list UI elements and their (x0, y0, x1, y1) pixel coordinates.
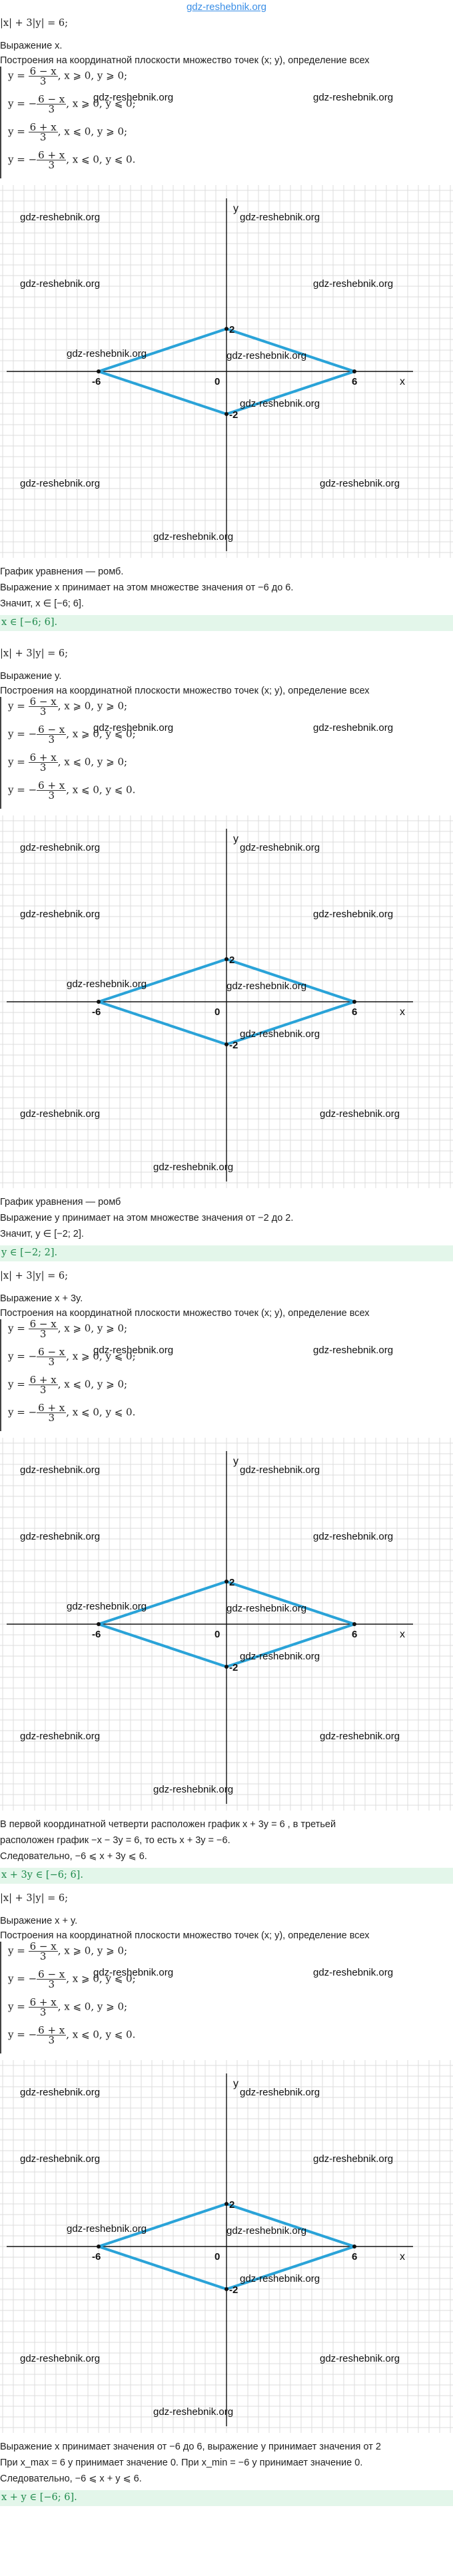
watermark: gdz-reshebnik.org (313, 278, 394, 290)
explanation-line: Значит, x ∈ [−6; 6]. (0, 598, 84, 609)
row-lhs: y = − (8, 1972, 37, 1985)
x-axis-label: x (400, 1006, 405, 1018)
x-axis-label: x (400, 1629, 405, 1640)
x-axis-label: x (400, 376, 405, 387)
denominator: 3 (48, 2034, 55, 2046)
graph-svg (0, 1438, 453, 1811)
denominator: 3 (48, 1356, 55, 1368)
tick-label: 6 (352, 1629, 358, 1640)
row-condition: , x ⩽ 0, y ⩾ 0; (57, 755, 128, 768)
numerator: 6 + x (29, 1374, 57, 1386)
answer-text: y ∈ [−2; 2]. (1, 1247, 58, 1258)
tick-label: 6 (352, 376, 358, 387)
graph-svg (0, 815, 453, 1188)
fraction (29, 697, 58, 716)
watermark: gdz-reshebnik.org (20, 1531, 101, 1542)
y-axis-label: y (233, 2078, 238, 2089)
watermark: gdz-reshebnik.org (320, 1108, 400, 1120)
vertex-point (97, 1622, 101, 1626)
watermark: gdz-reshebnik.org (240, 842, 320, 853)
row-condition: , x ⩽ 0, y ⩾ 0; (57, 1378, 128, 1391)
watermark: gdz-reshebnik.org (226, 980, 307, 992)
row-lhs: y = (8, 1322, 29, 1335)
row-condition: , x ⩽ 0, y ⩽ 0. (66, 1406, 136, 1418)
numerator: 6 + x (29, 751, 57, 763)
tick-label: -6 (92, 1629, 101, 1640)
graph-svg (0, 2060, 453, 2433)
system-row (8, 1319, 127, 1339)
system-row (8, 150, 135, 170)
row-lhs: y = − (8, 2028, 37, 2041)
y-axis-label: y (233, 833, 238, 845)
denominator: 3 (39, 761, 47, 773)
watermark: gdz-reshebnik.org (240, 1028, 320, 1040)
watermark: gdz-reshebnik.org (20, 2353, 101, 2364)
answer-text: x ∈ [−6; 6]. (1, 617, 58, 628)
fraction (29, 753, 58, 772)
system-row (8, 1942, 127, 1961)
watermark: gdz-reshebnik.org (20, 909, 101, 920)
equation: |x| + 3|y| = 6; (0, 1893, 68, 1904)
fraction (29, 1319, 58, 1339)
watermark: gdz-reshebnik.org (320, 2353, 400, 2364)
system-row (8, 2026, 135, 2045)
watermark: gdz-reshebnik.org (313, 1345, 394, 1356)
row-condition: , x ⩾ 0, y ⩾ 0; (57, 1944, 128, 1957)
expression-label: Выражение x + y. (0, 1916, 78, 1926)
watermark: gdz-reshebnik.org (20, 2153, 101, 2165)
denominator: 3 (39, 2006, 47, 2018)
answer-text: x + y ∈ [−6; 6]. (1, 2492, 77, 2503)
watermark: gdz-reshebnik.org (67, 1601, 147, 1612)
numerator: 6 + x (38, 149, 65, 161)
row-lhs: y = − (8, 1406, 37, 1418)
watermark: gdz-reshebnik.org (67, 348, 147, 359)
explanation-line: При x_max = 6 y принимает значение 0. При x_min = −6 y принимает значение 0. (0, 2458, 363, 2468)
fraction (37, 95, 66, 114)
watermark: gdz-reshebnik.org (153, 2406, 234, 2418)
tick-label: 2 (229, 955, 235, 966)
explanation-line: Выражение y принимает на этом множестве значения от −2 до 2. (0, 1213, 294, 1223)
denominator: 3 (39, 1384, 47, 1396)
system-row (8, 1403, 135, 1422)
denominator: 3 (48, 734, 55, 746)
watermark: gdz-reshebnik.org (226, 2225, 307, 2237)
vertex-point (352, 369, 356, 373)
site-title[interactable]: gdz-reshebnik.org (186, 1, 267, 13)
explanation-line: расположен график −x − 3y = 6, то есть x + 3y = −6. (0, 1835, 230, 1846)
numerator: 6 − x (29, 1940, 57, 1952)
coordinate-graph (0, 815, 453, 1188)
vertex-point (225, 1042, 228, 1046)
system-row (8, 697, 127, 716)
numerator: 6 + x (29, 1996, 57, 2008)
denominator: 3 (48, 103, 55, 115)
fraction (37, 1347, 66, 1367)
watermark: gdz-reshebnik.org (20, 1731, 101, 1742)
denominator: 3 (39, 1950, 47, 1962)
coordinate-graph (0, 2060, 453, 2433)
explanation-line: Выражение x принимает на этом множестве значения от −6 до 6. (0, 582, 294, 593)
watermark: gdz-reshebnik.org (67, 978, 147, 990)
watermark: gdz-reshebnik.org (67, 2223, 147, 2235)
expression-label: Выражение x + 3y. (0, 1293, 83, 1304)
denominator: 3 (48, 789, 55, 801)
coordinate-graph (0, 185, 453, 558)
watermark: gdz-reshebnik.org (93, 1345, 174, 1356)
origin-label: 0 (215, 376, 221, 387)
fraction (29, 1375, 58, 1395)
watermark: gdz-reshebnik.org (240, 1651, 320, 1662)
row-lhs: y = − (8, 1350, 37, 1363)
vertex-point (97, 1000, 101, 1004)
tick-label: 2 (229, 1577, 235, 1588)
tick-label: -2 (229, 409, 238, 421)
vertex-point (225, 1580, 228, 1584)
tick-label: 2 (229, 324, 235, 335)
vertex-point (352, 2245, 356, 2249)
answer-highlight (0, 615, 453, 631)
system-row (8, 122, 127, 142)
row-condition: , x ⩾ 0, y ⩾ 0; (57, 700, 128, 712)
watermark: gdz-reshebnik.org (20, 1464, 101, 1476)
vertex-point (225, 412, 228, 416)
numerator: 6 + x (38, 779, 65, 791)
vertex-point (225, 327, 228, 331)
explanation-line: Значит, y ∈ [−2; 2]. (0, 1229, 84, 1239)
row-lhs: y = (8, 700, 29, 712)
tick-label: -6 (92, 1006, 101, 1018)
construction-text: Построения на координатной плоскости множество точек (x; y), определение всех (0, 1930, 370, 1941)
row-lhs: y = (8, 69, 29, 82)
tick-label: -2 (229, 2284, 238, 2296)
origin-label: 0 (215, 1629, 221, 1640)
equation: |x| + 3|y| = 6; (0, 1271, 68, 1281)
watermark: gdz-reshebnik.org (240, 2087, 320, 2098)
tick-label: 2 (229, 2199, 235, 2211)
watermark: gdz-reshebnik.org (240, 212, 320, 223)
system-row (8, 781, 135, 800)
row-lhs: y = − (8, 783, 37, 796)
watermark: gdz-reshebnik.org (320, 478, 400, 489)
row-condition: , x ⩽ 0, y ⩽ 0. (66, 783, 136, 796)
explanation-line: Выражение x принимает значения от −6 до 6, выражение y принимает значения от 2 (0, 2442, 381, 2452)
row-condition: , x ⩾ 0, y ⩽ 0; (66, 97, 136, 110)
row-lhs: y = (8, 1944, 29, 1957)
answer-highlight (0, 1245, 453, 1261)
watermark: gdz-reshebnik.org (313, 92, 394, 103)
watermark: gdz-reshebnik.org (320, 1731, 400, 1742)
watermark: gdz-reshebnik.org (240, 2273, 320, 2284)
tick-label: 6 (352, 1006, 358, 1018)
coordinate-graph (0, 1438, 453, 1811)
answer-highlight (0, 2490, 453, 2506)
denominator: 3 (39, 1328, 47, 1340)
numerator: 6 − x (29, 65, 57, 77)
equation: |x| + 3|y| = 6; (0, 648, 68, 659)
watermark: gdz-reshebnik.org (153, 1162, 234, 1173)
watermark: gdz-reshebnik.org (93, 722, 174, 734)
watermark: gdz-reshebnik.org (20, 478, 101, 489)
numerator: 6 + x (38, 1402, 65, 1414)
watermark: gdz-reshebnik.org (93, 92, 174, 103)
fraction (37, 2026, 66, 2045)
row-lhs: y = (8, 755, 29, 768)
vertex-point (97, 369, 101, 373)
answer-highlight (0, 1868, 453, 1884)
fraction (37, 781, 66, 800)
construction-text: Построения на координатной плоскости множество точек (x; y), определение всех (0, 1308, 370, 1319)
row-lhs: y = (8, 1378, 29, 1391)
numerator: 6 + x (29, 121, 57, 133)
fraction (37, 1403, 66, 1422)
watermark: gdz-reshebnik.org (153, 531, 234, 542)
system-row (8, 67, 127, 86)
construction-text: Построения на координатной плоскости множество точек (x; y), определение всех (0, 55, 370, 66)
tick-label: -2 (229, 1040, 238, 1051)
denominator: 3 (48, 1412, 55, 1424)
explanation-line: Следовательно, −6 ⩽ x + 3y ⩽ 6. (0, 1851, 147, 1862)
origin-label: 0 (215, 2251, 221, 2262)
watermark: gdz-reshebnik.org (20, 842, 101, 853)
fraction (37, 725, 66, 744)
explanation-line: График уравнения — ромб (0, 1197, 121, 1207)
fraction (29, 67, 58, 86)
system-row (8, 1998, 127, 2017)
watermark: gdz-reshebnik.org (20, 212, 101, 223)
watermark: gdz-reshebnik.org (226, 1603, 307, 1614)
row-condition: , x ⩾ 0, y ⩽ 0; (66, 1972, 136, 1985)
system-row (8, 1375, 127, 1395)
watermark: gdz-reshebnik.org (20, 1108, 101, 1120)
answer-text: x + 3y ∈ [−6; 6]. (1, 1870, 83, 1880)
construction-text: Построения на координатной плоскости множество точек (x; y), определение всех (0, 686, 370, 696)
system-row (8, 753, 127, 772)
row-condition: , x ⩽ 0, y ⩽ 0. (66, 2028, 136, 2041)
watermark: gdz-reshebnik.org (313, 722, 394, 734)
fraction (37, 150, 66, 170)
vertex-point (225, 957, 228, 961)
tick-label: -2 (229, 1662, 238, 1673)
fraction (29, 1942, 58, 1961)
numerator: 6 − x (38, 1346, 65, 1358)
expression-label: Выражение x. (0, 41, 63, 51)
vertex-point (225, 2202, 228, 2206)
watermark: gdz-reshebnik.org (313, 2153, 394, 2165)
explanation-line: В первой координатной четверти расположен график x + 3y = 6 , в третьей (0, 1819, 336, 1830)
numerator: 6 + x (38, 2024, 65, 2036)
watermark: gdz-reshebnik.org (20, 278, 101, 290)
equation: |x| + 3|y| = 6; (0, 18, 68, 29)
tick-label: 6 (352, 2251, 358, 2262)
y-axis-label: y (233, 203, 238, 214)
row-lhs: y = − (8, 97, 37, 110)
tick-label: -6 (92, 2251, 101, 2262)
watermark: gdz-reshebnik.org (20, 2087, 101, 2098)
row-condition: , x ⩽ 0, y ⩽ 0. (66, 153, 136, 166)
numerator: 6 − x (38, 724, 65, 736)
x-axis-label: x (400, 2251, 405, 2262)
numerator: 6 − x (38, 93, 65, 105)
y-axis-label: y (233, 1456, 238, 1467)
numerator: 6 − x (29, 1318, 57, 1330)
expression-label: Выражение y. (0, 671, 62, 682)
row-lhs: y = (8, 125, 29, 138)
row-condition: , x ⩾ 0, y ⩾ 0; (57, 69, 128, 82)
row-condition: , x ⩾ 0, y ⩾ 0; (57, 1322, 128, 1335)
row-condition: , x ⩾ 0, y ⩽ 0; (66, 1350, 136, 1363)
watermark: gdz-reshebnik.org (226, 350, 307, 361)
watermark: gdz-reshebnik.org (240, 1464, 320, 1476)
watermark: gdz-reshebnik.org (240, 398, 320, 409)
numerator: 6 − x (38, 1968, 65, 1980)
watermark: gdz-reshebnik.org (313, 909, 394, 920)
row-condition: , x ⩽ 0, y ⩾ 0; (57, 125, 128, 138)
row-condition: , x ⩽ 0, y ⩾ 0; (57, 2000, 128, 2013)
fraction (29, 1998, 58, 2017)
denominator: 3 (39, 131, 47, 143)
denominator: 3 (39, 75, 47, 87)
watermark: gdz-reshebnik.org (153, 1784, 234, 1795)
vertex-point (352, 1622, 356, 1626)
denominator: 3 (39, 706, 47, 718)
explanation-line: Следовательно, −6 ⩽ x + y ⩽ 6. (0, 2473, 142, 2484)
numerator: 6 − x (29, 696, 57, 708)
vertex-point (225, 2287, 228, 2291)
watermark: gdz-reshebnik.org (313, 1967, 394, 1978)
row-lhs: y = − (8, 728, 37, 740)
denominator: 3 (48, 1978, 55, 1990)
tick-label: -6 (92, 376, 101, 387)
watermark: gdz-reshebnik.org (93, 1967, 174, 1978)
origin-label: 0 (215, 1006, 221, 1018)
vertex-point (352, 1000, 356, 1004)
row-lhs: y = − (8, 153, 37, 166)
watermark: gdz-reshebnik.org (313, 1531, 394, 1542)
explanation-line: График уравнения — ромб. (0, 566, 124, 577)
vertex-point (97, 2245, 101, 2249)
fraction (29, 122, 58, 142)
vertex-point (225, 1665, 228, 1669)
row-lhs: y = (8, 2000, 29, 2013)
denominator: 3 (48, 159, 55, 171)
graph-svg (0, 185, 453, 558)
fraction (37, 1970, 66, 1989)
row-condition: , x ⩾ 0, y ⩽ 0; (66, 728, 136, 740)
